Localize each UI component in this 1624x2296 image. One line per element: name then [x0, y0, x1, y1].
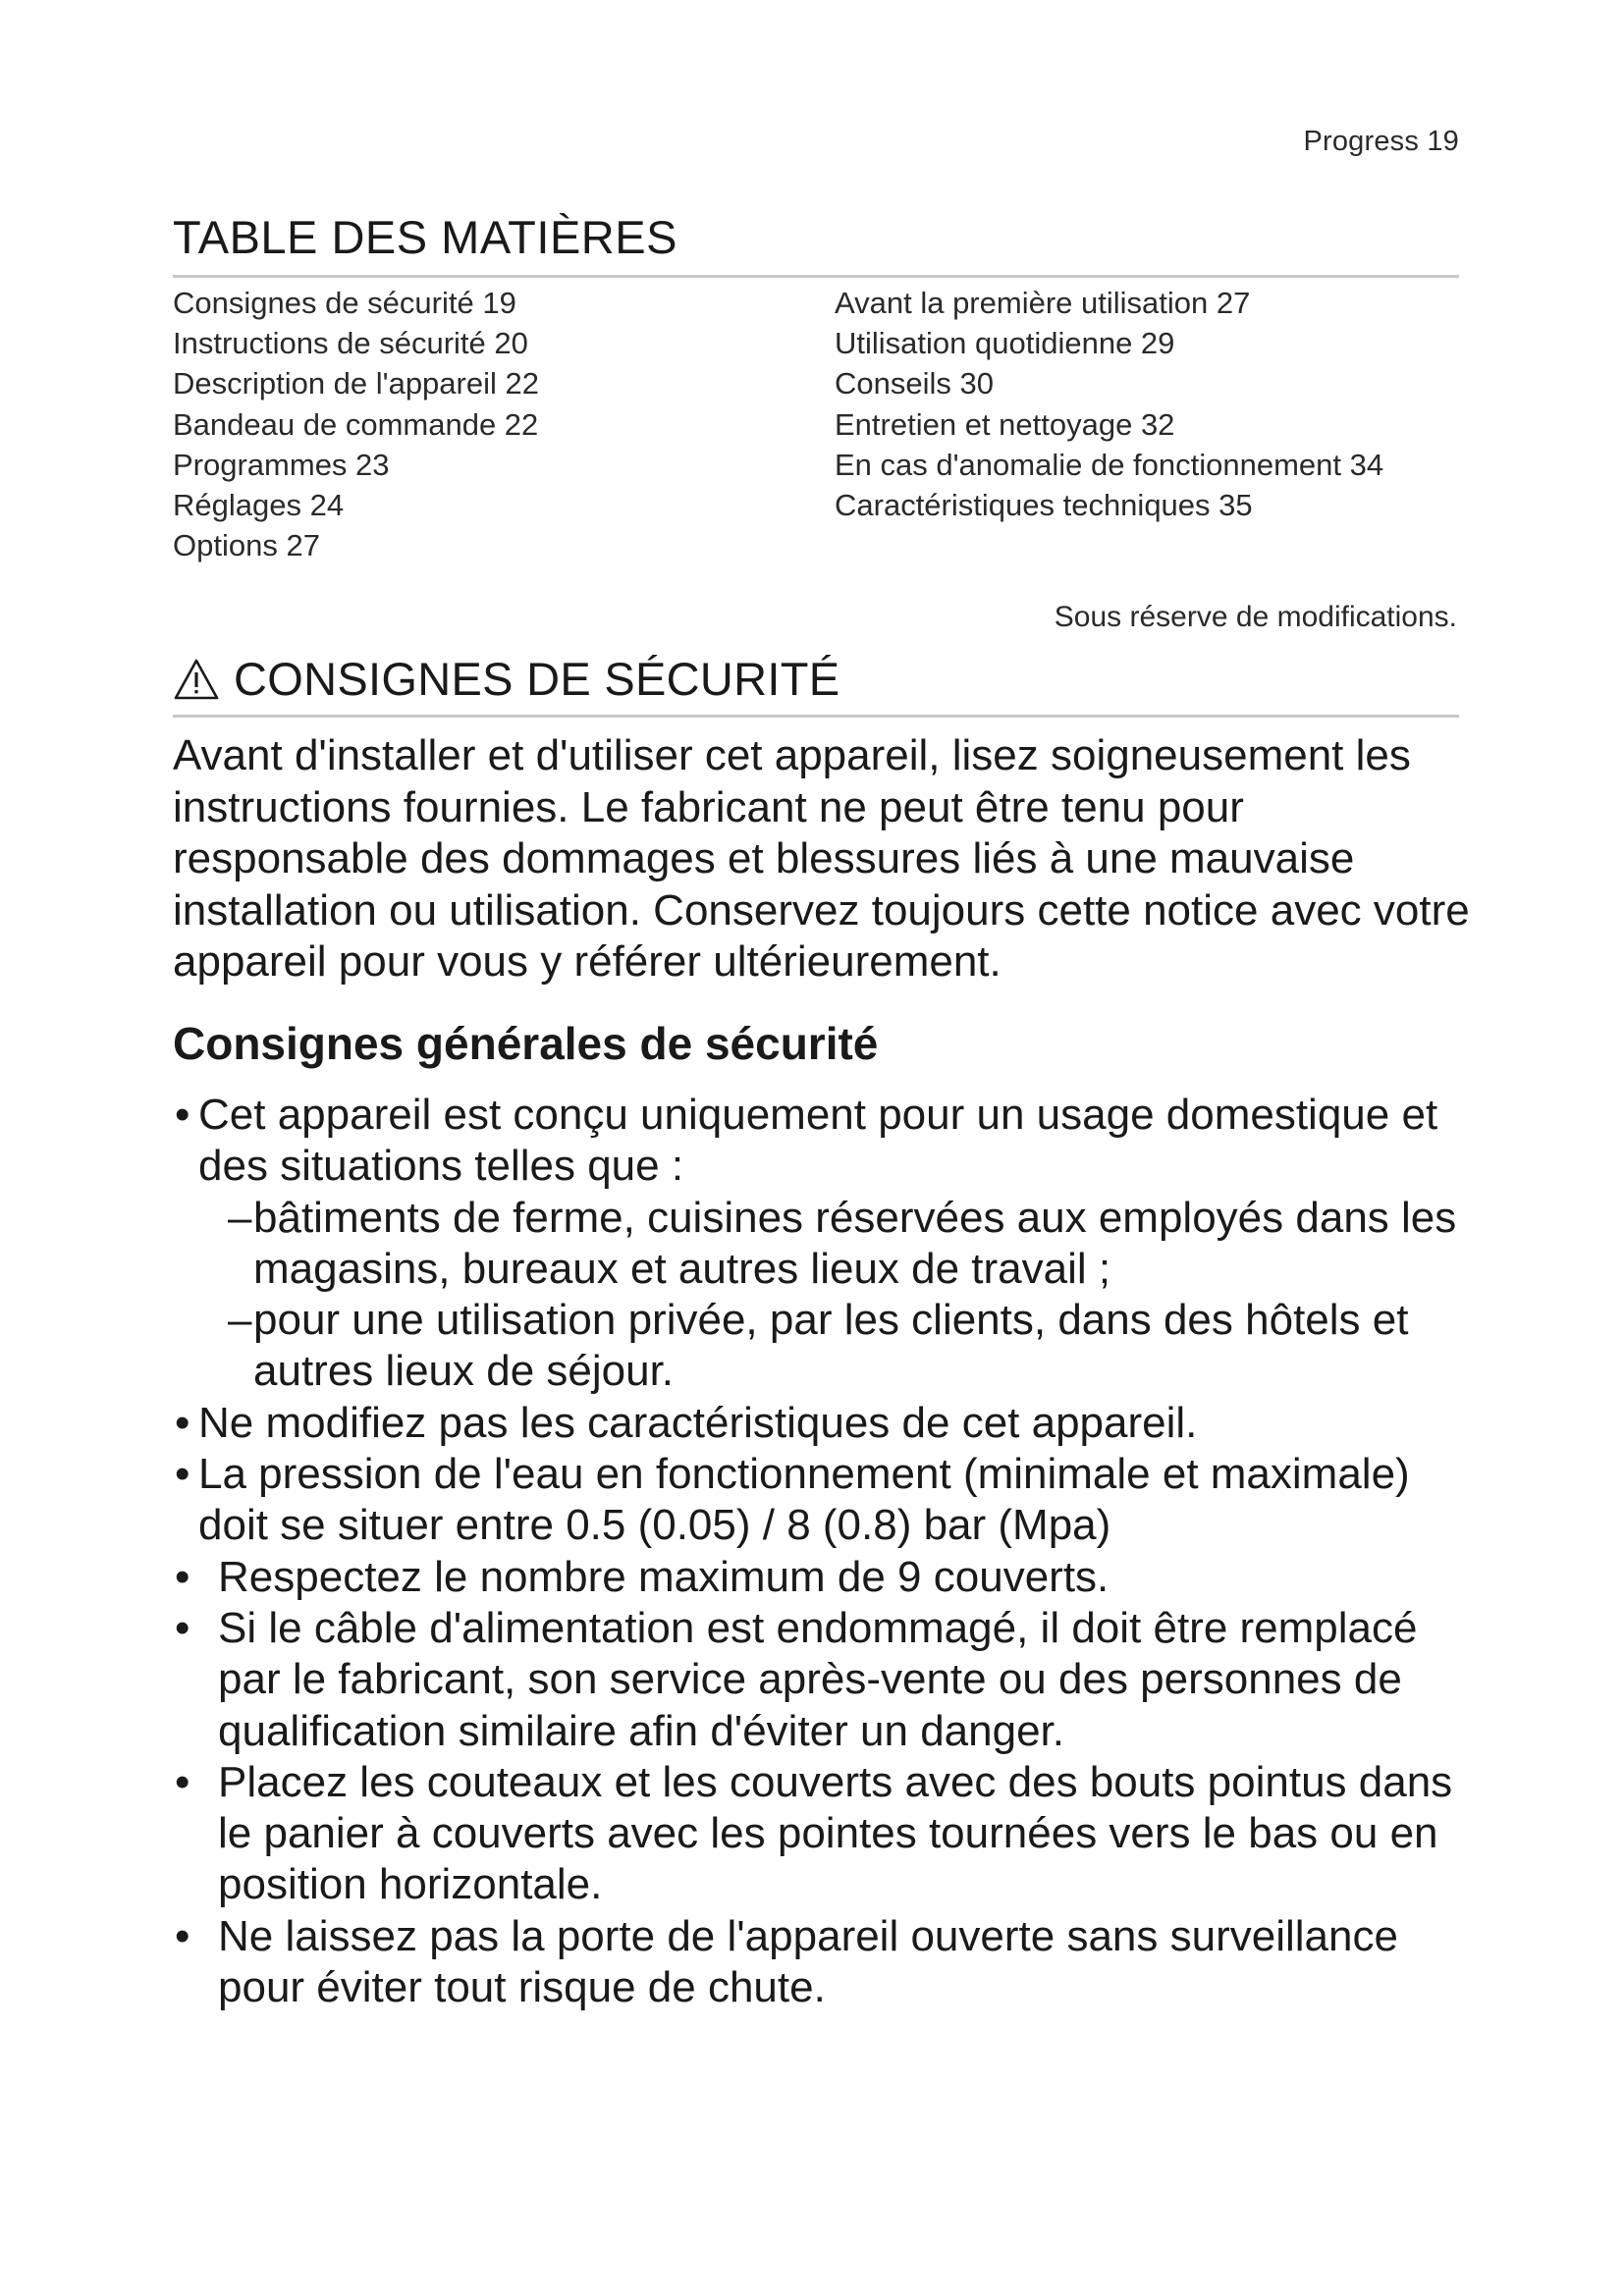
toc-right-column: [835, 283, 1383, 525]
toc-entry: Avant la première utilisation 27: [835, 286, 1251, 320]
list-item-text: Ne modifiez pas les caractéristiques de cet appareil.: [198, 1398, 1198, 1447]
general-safety-heading: Consignes générales de sécurité: [173, 1018, 879, 1069]
sub-list-item-text: bâtiments de ferme, cuisines réservées aux employés dans les magasins, bureaux et autres lieux de travail ;: [253, 1193, 1457, 1293]
list-item: [173, 1603, 1479, 1757]
list-item-text: Cet appareil est conçu uniquement pour un usage domestique et des situations telles que :: [198, 1091, 1438, 1191]
safety-title-text: CONSIGNES DE SÉCURITÉ: [234, 653, 840, 705]
bullet-marker: •: [175, 1450, 190, 1499]
safety-list: [173, 1090, 1479, 2013]
toc-entry: Caractéristiques techniques 35: [835, 488, 1253, 523]
list-item: [173, 1398, 1479, 1449]
list-item: [173, 1449, 1479, 1552]
toc-entry: Utilisation quotidienne 29: [835, 326, 1175, 361]
page-header-label: Progress 19: [1303, 126, 1459, 157]
list-item-text: Si le câble d'alimentation est endommagé, il doit être remplacé par le fabricant, son service après-vente ou des personnes de qualification similaire afin d'éviter un danger.: [218, 1603, 1418, 1755]
toc-entry: Bandeau de commande 22: [173, 406, 539, 442]
bullet-marker: •: [175, 1398, 190, 1447]
dash-marker: –: [228, 1193, 252, 1242]
list-item-text: Ne laissez pas la porte de l'appareil ouverte sans surveillance pour éviter tout risque de chute.: [218, 1911, 1398, 2012]
list-item-text: Respectez le nombre maximum de 9 couverts.: [218, 1552, 1110, 1601]
list-item-text: La pression de l'eau en fonctionnement (minimale et maximale) doit se situer entre 0.5 (0.05) / 8 (0.8) bar (Mpa): [198, 1450, 1410, 1550]
toc-entry: Réglages 24: [173, 488, 345, 523]
bullet-marker: •: [175, 1603, 190, 1652]
toc-entry: Instructions de sécurité 20: [173, 326, 528, 361]
list-item: [173, 1757, 1479, 1911]
list-item: [173, 1552, 1479, 1603]
bullet-marker: •: [175, 1757, 190, 1806]
modification-note: Sous réserve de modifications.: [1054, 601, 1457, 633]
warning-triangle-icon: [173, 658, 220, 701]
safety-section-title: [173, 652, 839, 706]
safety-intro: Avant d'installer et d'utiliser cet appareil, lisez soigneusement les instructions fournies. Le fabricant ne peut être tenu pour responsable des dommages et blessures liés à une mauvaise installation ou utilisation. Conservez toujours cette notice avec votre appareil pour vous y référer ultérieurement.: [173, 731, 1470, 986]
sub-list-item: [173, 1193, 1479, 1296]
toc-entry: Description de l'appareil 22: [173, 366, 539, 401]
toc-entry: Consignes de sécurité 19: [173, 286, 516, 320]
toc-entry: Programmes 23: [173, 447, 390, 482]
bullet-marker: •: [175, 1911, 190, 1960]
toc-entry: Conseils 30: [835, 366, 994, 401]
safety-divider: [173, 715, 1459, 718]
sub-list-item: [173, 1295, 1479, 1398]
toc-entry: Entretien et nettoyage 32: [835, 406, 1175, 442]
list-item-text: Placez les couteaux et les couverts avec des bouts pointus dans le panier à couverts avec les pointes tournées vers le bas ou en position horizontale.: [218, 1757, 1453, 1909]
toc-divider: [173, 275, 1459, 278]
bullet-marker: •: [175, 1091, 190, 1139]
toc-entry: Options 27: [173, 528, 320, 563]
list-item: [173, 1090, 1479, 1193]
toc-left-column: [173, 283, 539, 565]
sub-list-item-text: pour une utilisation privée, par les clients, dans des hôtels et autres lieux de séjour.: [253, 1296, 1409, 1396]
list-item: [173, 1911, 1479, 2014]
toc-entry: En cas d'anomalie de fonctionnement 34: [835, 447, 1384, 482]
bullet-marker: •: [175, 1552, 190, 1601]
toc-title: TABLE DES MATIÈRES: [173, 211, 677, 263]
dash-marker: –: [228, 1296, 252, 1345]
